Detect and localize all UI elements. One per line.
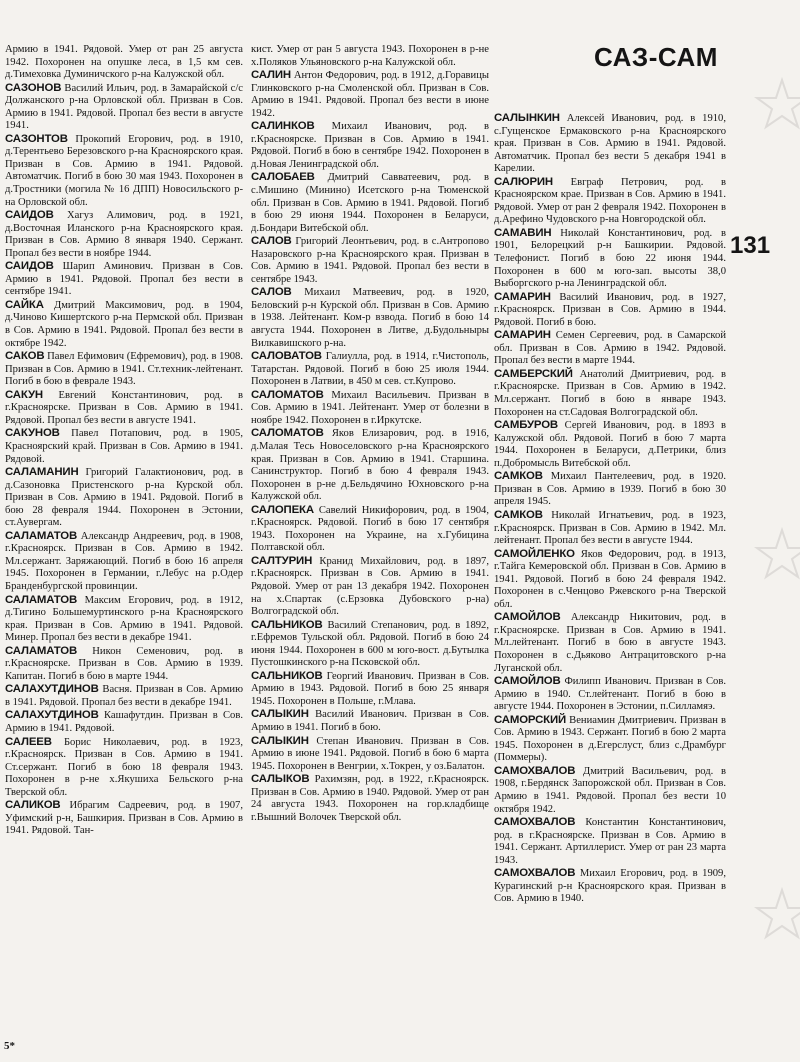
entry-text: Армию в 1941. Рядовой. Умер от ран 25 августа 1942. Похоронен на опушке леса, в 1,5 км сев. д.Тимеховка Думиничского р-на Калужской обл.: [5, 44, 243, 81]
entry-text: Сергей Иванович, род. в 1893 в Калужской обл. Рядовой. Погиб в бою 7 марта 1944. Похоронен в Беларуси, д.Петрики, близ п.Добромысль Витебской обл.: [494, 420, 726, 469]
entry-text: Савелий Никифорович, род. в 1904, г.Красноярск. Рядовой. Погиб в бою 17 сентября 1943. Похоронен на Украине, на х.Губицина Полтавской обл.: [251, 504, 489, 554]
entry-surname: САЛЫКИН: [251, 708, 309, 721]
entry-surname: САЙКА: [5, 298, 44, 311]
entry: [251, 735, 489, 774]
entry: [494, 112, 726, 176]
entry: [494, 291, 726, 330]
entry-text: Яков Федорович, род. в 1913, г.Тайга Кемеровской обл. Призван в Сов. Армию в 1941. Рядовой. Погиб в бою 24 февраля 1942. Похоронен в с.Ченцово Ржевского р-на Тверской обл.: [494, 548, 727, 610]
entry-surname: САМАВИН: [494, 226, 552, 239]
entry-surname: САЗОНТОВ: [5, 132, 68, 145]
entry-text: Александр Никитович, род. в г.Красноярске. Призван в Сов. Армию в 1941. Мл.лейтенант. Погиб в бою в августе 1943. Похоронен в с.Дьяково Антрацитовского р-на Луганской обл.: [494, 612, 726, 674]
entry-surname: САМОХВАЛОВ: [494, 764, 576, 777]
entry: [5, 389, 243, 428]
entry-surname: САЛОВАТОВ: [251, 350, 322, 363]
entry-text: Павел Потапович, род. в 1905, Красноярский край. Призван в Сов. Армию в 1941. Рядовой.: [5, 428, 243, 465]
entry: [5, 683, 243, 709]
entry: [251, 350, 489, 389]
entry-surname: САЛИНКОВ: [251, 120, 315, 133]
entry-surname: САЗОНОВ: [5, 81, 62, 94]
entry: [494, 227, 726, 291]
entry-text: Антон Федорович, род. в 1912, д.Горавицы Глинковского р-на Смоленской обл. Призван в Сов. Армию в 1941. Рядовой. Пропал без вести в июне 1942.: [251, 70, 489, 119]
entry-text: Ибрагим Садреевич, род. в 1907, Уфимский р-н, Башкирия. Призван в Сов. Армию в 1941. Рядовой. Тан-: [5, 800, 243, 837]
entry: [251, 427, 489, 503]
entry-text: кист. Умер от ран 5 августа 1943. Похоронен в р-не х.Поляков Ульяновского р-на Калужской обл.: [251, 44, 489, 68]
entry-surname: САЛОВ: [251, 286, 292, 299]
entry: [494, 867, 726, 906]
entry-text: Василий Степанович, род. в 1892, г.Ефремов Тульской обл. Рядовой. Погиб в бою 24 июня 1944. Похоронен в 600 м юго-вост. д.Бутылка Пустошкинского р-на Псковской обл.: [251, 619, 489, 669]
entry-text: Дмитрий Максимович, род. в 1904, д.Чиново Кишертского р-на Пермской обл. Призван в Сов. Армию в 1941. Рядовой. Пропал без вести в октябре 1942.: [5, 299, 243, 349]
entry-surname: САЛАМАТОВ: [5, 529, 78, 542]
entry-surname: САМБУРОВ: [494, 419, 558, 432]
entry: [251, 286, 489, 350]
entry-surname: САМБЕРСКИЙ: [494, 367, 573, 380]
entry-surname: САМОЙЛОВ: [494, 611, 561, 624]
entry: [251, 708, 489, 734]
entry: [251, 235, 489, 286]
entry: [5, 260, 243, 299]
entry: [494, 611, 726, 675]
star-icon: [742, 60, 800, 1060]
entry-surname: САЛОМАТОВ: [251, 427, 324, 440]
entry: [5, 799, 243, 838]
column-2: [251, 44, 489, 824]
entry-surname: САЛАХУТДИНОВ: [5, 709, 99, 722]
entry-text: Дмитрий Савватеевич, род. в с.Мишино (Минино) Исетского р-на Тюменской обл. Призван в Сов. Армию в 1941. Рядовой. Погиб в бою 29 июня 1944. Похоронен в Беларуси, д.Бондари Витебской обл.: [251, 172, 489, 234]
entry-text: Кранид Михайлович, род. в 1897, г.Красноярск. Призван в Сов. Армию в 1941. Рядовой. Умер от ран 13 декабря 1942. Похоронен на х.Спартак (с.Ерзовка Дубовского р-на) Волгоградской обл.: [251, 555, 490, 618]
entry-surname: САМАРИН: [494, 290, 551, 303]
entry-text: Евграф Петрович, род. в Красноярском крае. Призван в Сов. Армию в 1941. Рядовой. Умер от ран 2 февраля 1942. Похоронен в д.Арефино Чудовского р-на Новгородской обл.: [494, 176, 726, 226]
entry-surname: САКОВ: [5, 350, 45, 363]
entry-surname: САЛАМАТОВ: [5, 644, 78, 657]
entry-text: Вениамин Дмитриевич. Призван в Сов. Армию в 1943. Сержант. Погиб в бою 2 марта 1945. Похоронен в д.Егерслуст, близ с.Драмбург (Поммеры).: [494, 714, 726, 764]
entry-surname: САМКОВ: [494, 508, 543, 521]
entry-text: Шарип Аминович. Призван в Сов. Армию в 1941. Рядовой. Пропал без вести в сентябре 1941.: [5, 261, 243, 298]
entry-text: Михаил Пантелеевич, род. в 1920. Призван в Сов. Армию в 1939. Погиб в бою 30 апреля 1945.: [494, 471, 726, 508]
entry-text: Георгий Иванович. Призван в Сов. Армию в 1943. Рядовой. Погиб в бою 25 января 1945. Похоронен в Польше, г.Млава.: [251, 670, 489, 707]
entry-text: Анатолий Дмитриевич, род. в г.Красноярске. Призван в Сов. Армию в 1942. Мл.сержант. Погиб в бою в январе 1943. Похоронен на ст.Садовая Волгоградской обл.: [494, 368, 726, 418]
entry-text: Александр Андреевич, род. в 1908, г.Красноярск. Призван в Сов. Армию в 1942. Мл.сержант. Заряжающий. Погиб в бою 16 апреля 1945. Похоронен в Германии, г.Лебус на р.Одер Бранденбургской провинции.: [5, 530, 243, 592]
entry-text: Николай Константинович, род. в 1901, Белорецкий р-н Башкирии. Рядовой. Телефонист. Погиб в бою 22 июня 1944. Похоронен в 600 м юго-зап. высоты 38,0 Выборгского р-на Ленинградской обл.: [494, 227, 726, 290]
entry: [494, 329, 726, 368]
entry-surname: САЛАМАТОВ: [5, 593, 78, 606]
entry: [5, 209, 243, 260]
entry: [5, 427, 243, 466]
entry-text: Василий Иванович. Призван в Сов. Армию в 1941. Погиб в бою.: [251, 709, 489, 733]
entry-surname: САЛАМАНИН: [5, 466, 79, 479]
entry-text: Рахимзян, род. в 1922, г.Красноярск. Призван в Сов. Армию в 1940. Рядовой. Умер от ран 24 августа 1943. Похоронен на гор.кладбище г.Вышний Волочек Тверской обл.: [251, 774, 489, 823]
entry-text: Евгений Константинович, род. в г.Красноярске. Призван в Сов. Армию в 1941. Рядовой. Пропал без вести в августе 1941.: [5, 389, 243, 426]
entry-surname: САЛЫКОВ: [251, 773, 310, 786]
entry: [5, 299, 243, 350]
entry-surname: САКУНОВ: [5, 427, 60, 440]
entry: [5, 44, 243, 82]
entry-surname: САЛОМАТОВ: [251, 388, 324, 401]
entry-text: Григорий Галактионович, род. в д.Сазоновка Пристенского р-на Курской обл. Призван в Сов. Армию в 1941. Рядовой. Погиб в бою 28 февраля 1944. Похоронен в Эстонии, ст.Аувергам.: [5, 467, 243, 529]
entry-surname: САЛЬНИКОВ: [251, 669, 323, 682]
entry-surname: САИДОВ: [5, 260, 54, 273]
column-1: [5, 44, 243, 838]
entry: [5, 709, 243, 735]
entry: [5, 82, 243, 133]
entry-surname: САЛАХУТДИНОВ: [5, 683, 99, 696]
entry-surname: САЛЮРИН: [494, 175, 554, 188]
entry-surname: САЛОБАЕВ: [251, 171, 315, 184]
entry: [251, 389, 489, 428]
entry: [5, 736, 243, 800]
entry: [5, 530, 243, 594]
entry-surname: САЛОВ: [251, 235, 292, 248]
entry: [251, 555, 489, 619]
entry-text: Василий Иванович, род. в 1927, г.Красноярск. Призван в Сов. Армию в 1944. Рядовой. Погиб в бою.: [494, 291, 726, 328]
entry-surname: САИДОВ: [5, 209, 54, 222]
entry-text: Константин Константинович, род. в г.Красноярске. Призван в Сов. Армию в 1941. Сержант. Артиллерист. Умер от ран 23 марта 1943.: [494, 817, 726, 866]
entry: [494, 675, 726, 714]
entry: [494, 548, 726, 612]
entry-text: Павел Ефимович (Ефремович), род. в 1908. Призван в Сов. Армию в 1941. Ст.техник-лейтенант. Погиб в бою в феврале 1943.: [5, 351, 243, 388]
entry-surname: САКУН: [5, 388, 43, 401]
entry-text: Борис Николаевич, род. в 1923, г.Красноярск. Призван в Сов. Армию в 1941. Ст.сержант. Погиб в бою 18 февраля 1943. Похоронен в р-не х.Якушиха Бельского р-на Тверской обл.: [5, 736, 243, 798]
entry: [5, 645, 243, 684]
entry-text: Михаил Иванович, род. в г.Красноярске. Призван в Сов. Армию в 1941. Рядовой. Погиб в бою в сентябре 1942. Похоронен в д.Новая Ленинградской обл.: [251, 121, 489, 170]
entry: [251, 44, 489, 69]
entry-text: Дмитрий Васильевич, род. в 1908, г.Бердянск Запорожской обл. Призван в Сов. Армию в 1941. Рядовой. Пропал без вести 10 октября 1942.: [494, 765, 727, 815]
entry: [5, 350, 243, 389]
entry-text: Кашафутдин. Призван в Сов. Армию в 1941. Рядовой.: [5, 710, 243, 734]
signature-mark: 5*: [4, 1040, 15, 1052]
entry: [494, 176, 726, 227]
entry: [494, 368, 726, 419]
entry-text: Михаил Егорович, род. в 1909, Курагинский р-н Красноярского края. Призван в Сов. Армию в 1940.: [494, 868, 726, 905]
entry-surname: САМАРИН: [494, 329, 551, 342]
entry-surname: САМКОВ: [494, 470, 543, 483]
entry: [251, 619, 489, 670]
entry-surname: САЛЬНИКОВ: [251, 618, 323, 631]
entry-surname: САМОРСКИЙ: [494, 713, 567, 726]
entry-surname: САЛТУРИН: [251, 554, 313, 567]
entry-text: Николай Игнатьевич, род. в 1923, г.Красноярск. Призван в Сов. Армию в 1942. Мл. лейтенант. Пропал без вести в августе 1944.: [494, 509, 726, 547]
entry-surname: САЛИКОВ: [5, 799, 61, 812]
entry: [251, 69, 489, 120]
entry-surname: САЛИН: [251, 69, 291, 82]
entry-text: Галиулла, род. в 1914, г.Чистополь, Татарстан. Рядовой. Погиб в бою 25 июля 1944. Похоронен в Латвии, в 450 м сев. ст.Купрово.: [251, 351, 489, 388]
entry-surname: САЛОПЕКА: [251, 503, 314, 516]
entry: [5, 133, 243, 209]
entry-text: Михаил Васильевич. Призван в Сов. Армию в 1941. Лейтенант. Умер от болезни в ноябре 1942. Похоронен в г.Иркутске.: [251, 389, 489, 426]
entry-text: Хагуз Алимович, род. в 1921, д.Восточная Иланского р-на Красноярского края. Призван в Сов. Армию 8 января 1940. Сержант. Пропал без вести в ноябре 1944.: [5, 210, 243, 259]
entry-text: Алексей Иванович, род. в 1910, с.Гущенское Ермаковского р-на Красноярского края. Призван в Сов. Армию в 1941. Рядовой. Автоматчик. Пропал без вести 5 декабря 1941 в Карелии.: [494, 113, 726, 175]
entry-text: Василий Ильич, род. в Замарайской с/с Должанского р-на Орловской обл. Призван в Сов. Армию в 1941. Рядовой. Пропал без вести в августе 1941.: [5, 82, 243, 132]
entry: [494, 765, 726, 816]
entry-text: Семен Сергеевич, род. в Самарской обл. Призван в Сов. Армию в 1942. Рядовой. Пропал без вести в марте 1944.: [494, 330, 726, 367]
entry: [251, 773, 489, 824]
entry: [251, 504, 489, 555]
entry-surname: САМОХВАЛОВ: [494, 816, 576, 829]
entry: [494, 509, 726, 548]
entry-text: Максим Егорович, род. в 1912, д.Тигино Большемуртинского р-на Красноярского края. Призван в Сов. Армию в 1941. Рядовой. Минер. Пропал без вести в декабре 1941.: [5, 594, 243, 644]
page-number: 131: [730, 232, 771, 259]
entry-text: Яков Елизарович, род. в 1916, д.Малая Тесь Новоселовского р-на Красноярского края. Призван в Сов. Армию в 1941. Старшина. Санинструктор. Погиб в бою 4 февраля 1943. Похоронен в р-не д.Бельдячино Юхновского р-на Калужской обл.: [251, 428, 489, 503]
entry-surname: САЛЕЕВ: [5, 735, 52, 748]
entry: [251, 120, 489, 171]
entry: [494, 816, 726, 867]
entry: [494, 470, 726, 509]
entry: [251, 670, 489, 709]
entry-surname: САЛЫНКИН: [494, 112, 560, 124]
entry-surname: САЛЫКИН: [251, 734, 309, 747]
entry-text: Степан Иванович. Призван в Сов. Армию в июне 1941. Рядовой. Погиб в бою 6 марта 1945. Похоронен в Венгрии, х.Токрен, у оз.Балатон.: [251, 735, 489, 772]
entry-text: Прокопий Егорович, род. в 1910, д.Терентьево Березовского р-на Красноярского края. Призван в Сов. Армию в 1941. Рядовой. Автоматчик. Погиб в бою 30 мая 1943. Похоронен в д.Тростники (могила № 16 ДПП) Новосильского р-на Орловской обл.: [5, 133, 243, 208]
page-header: САЗ-САМ: [594, 42, 718, 72]
entry: [251, 171, 489, 235]
column-3: [494, 112, 726, 906]
entry-surname: САМОЙЛОВ: [494, 675, 561, 688]
entry: [5, 594, 243, 645]
entry-surname: САМОЙЛЕНКО: [494, 547, 575, 560]
entry-text: Григорий Леонтьевич, род. в с.Антропово Назаровского р-на Красноярского края. Призван в Сов. Армию в 1941. Рядовой. Пропал без вести в сентябре 1943.: [251, 236, 489, 285]
entry-text: Никон Семенович, род. в г.Красноярске. Призван в Сов. Армию в 1939. Капитан. Погиб в бою в марте 1944.: [5, 645, 243, 682]
entry-surname: САМОХВАЛОВ: [494, 867, 576, 880]
entry: [494, 419, 726, 470]
entry-text: Васня. Призван в Сов. Армию в 1941. Рядовой. Пропал без вести в декабре 1941.: [5, 684, 243, 708]
entry-text: Филипп Иванович. Призван в Сов. Армию в 1940. Ст.лейтенант. Погиб в бою в августе 1944. Похоронен в Эстонии, п.Силламяэ.: [494, 676, 726, 713]
entry: [5, 466, 243, 530]
entry: [494, 714, 726, 765]
entry-text: Михаил Матвеевич, род. в 1920, Беловский р-н Курской обл. Призван в Сов. Армию в 1938. Лейтенант. Ком-р взвода. Погиб в бою 14 августа 1944. Похоронен в Литве, д.Будольныры Вилкавишского р-на.: [251, 287, 489, 349]
